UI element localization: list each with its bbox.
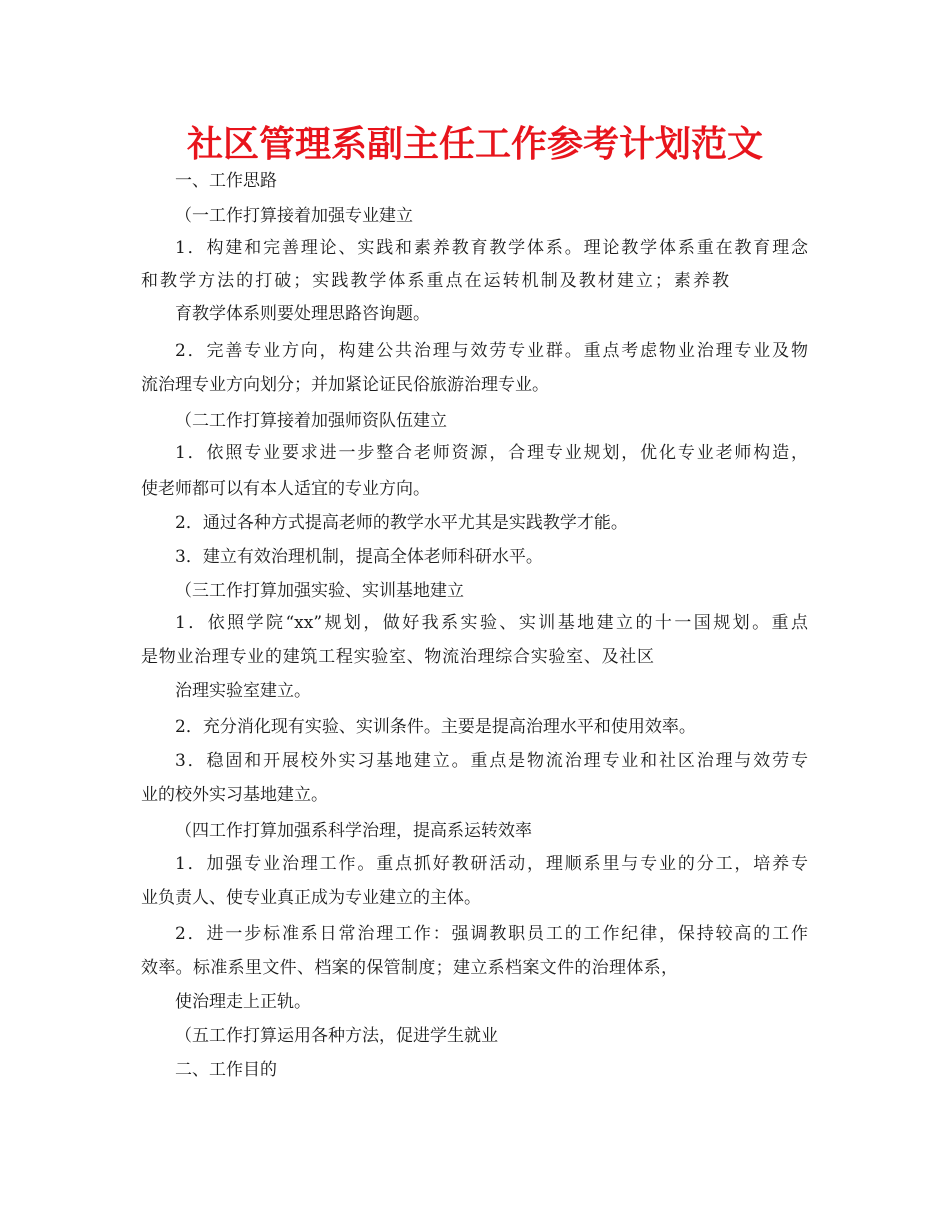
section-heading: 一、工作思路: [175, 171, 277, 191]
paragraph-line: 1．依照学院“xx”规划，做好我系实验、实训基地建立的十一国规划。重点: [175, 613, 808, 633]
paragraph-line: 使老师都可以有本人适宜的专业方向。: [141, 479, 430, 499]
paragraph-line: 1．构建和完善理论、实践和素养教育教学体系。理论教学体系重在教育理念: [175, 238, 808, 258]
paragraph-line: 3．稳固和开展校外实习基地建立。重点是物流治理专业和社区治理与效劳专: [175, 751, 808, 771]
paragraph-line: 流治理专业方向划分；并加紧论证民俗旅游治理专业。: [141, 375, 549, 395]
paragraph-line: 治理实验室建立。: [175, 681, 311, 701]
subsection-heading: （五工作打算运用各种方法，促进学生就业: [175, 1026, 498, 1046]
subsection-heading: （三工作打算加强实验、实训基地建立: [175, 581, 464, 601]
subsection-heading: （一工作打算接着加强专业建立: [175, 206, 413, 226]
paragraph-line: 育教学体系则要处理思路咨询题。: [175, 304, 430, 324]
paragraph-line: 1．加强专业治理工作。重点抓好教研活动，理顺系里与专业的分工，培养专: [175, 854, 808, 874]
paragraph-line: 业负责人、使专业真正成为专业建立的主体。: [141, 888, 481, 908]
paragraph-line: 2．进一步标准系日常治理工作：强调教职员工的工作纪律，保持较高的工作: [175, 924, 808, 944]
subsection-heading: （二工作打算接着加强师资队伍建立: [175, 411, 447, 431]
section-heading: 二、工作目的: [175, 1060, 277, 1080]
paragraph-line: 是物业治理专业的建筑工程实验室、物流治理综合实验室、及社区: [141, 647, 654, 667]
paragraph-line: 3．建立有效治理机制，提高全体老师科研水平。: [175, 547, 543, 567]
paragraph-line: 业的校外实习基地建立。: [141, 785, 328, 805]
paragraph-line: 使治理走上正轨。: [175, 992, 311, 1012]
paragraph-line: 2．充分消化现有实验、实训条件。主要是提高治理水平和使用效率。: [175, 717, 696, 737]
paragraph-line: 2．通过各种方式提高老师的教学水平尤其是实践教学才能。: [175, 513, 628, 533]
paragraph-line: 1．依照专业要求进一步整合老师资源，合理专业规划，优化专业老师构造，: [175, 443, 808, 463]
paragraph-line: 和教学方法的打破；实践教学体系重点在运转机制及教材建立；素养教: [141, 271, 729, 291]
paragraph-line: 2．完善专业方向，构建公共治理与效劳专业群。重点考虑物业治理专业及物: [175, 341, 808, 361]
paragraph-line: 效率。标准系里文件、档案的保管制度；建立系档案文件的治理体系，: [141, 958, 678, 978]
document-title: 社区管理系副主任工作参考计划范文: [186, 124, 763, 165]
subsection-heading: （四工作打算加强系科学治理，提高系运转效率: [175, 821, 532, 841]
